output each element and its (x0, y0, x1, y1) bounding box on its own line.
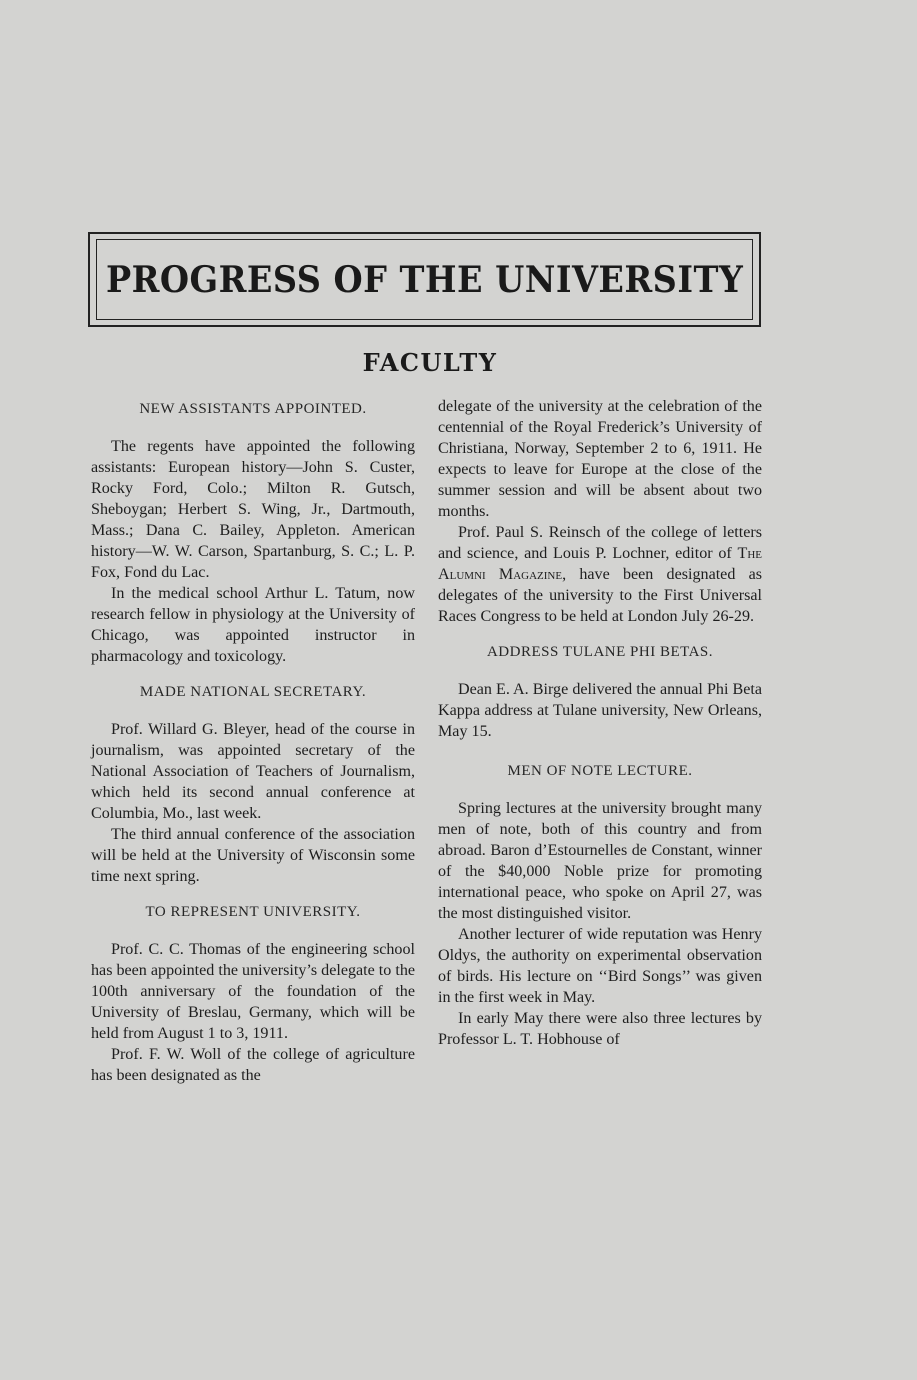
article-paragraph: Dean E. A. Birge delivered the annual Phi Beta Kappa address at Tulane university, New Orleans, May 15. (438, 681, 762, 740)
reinsch-text-before: Prof. Paul S. Reinsch of the college of letters and science, and Louis P. Lochner, editor of (438, 524, 762, 562)
article-heading: NEW ASSISTANTS APPOINTED. (139, 401, 367, 417)
section-title: FACULTY (362, 348, 498, 377)
article-heading: ADDRESS TULANE PHI BETAS. (486, 644, 714, 660)
right-column (438, 396, 762, 1050)
article-paragraph: Another lecturer of wide reputation was Henry Oldys, the authority on experimental observation of birds. His lecture on ‘‘Bird Songs’’ was given in the first week in May. (438, 926, 762, 1006)
left-column (91, 396, 415, 1086)
banner-frame (88, 232, 761, 327)
article-paragraph: Prof. Willard G. Bleyer, head of the course in journalism, was appointed secretary of the National Association of Teachers of Journalism, which held its second annual conference at Columbia, Mo., last week. (91, 721, 415, 822)
banner-title: PROGRESS OF THE UNIVERSITY (105, 258, 744, 301)
article-heading: MADE NATIONAL SECRETARY. (139, 684, 367, 700)
article-paragraph: In the medical school Arthur L. Tatum, now research fellow in physiology at the University of Chicago, was appointed instructor in pharmacology and toxicology. (91, 585, 415, 665)
banner-inner-frame (96, 239, 753, 320)
article-paragraph: The third annual conference of the association will be held at the University of Wisconsin some time next spring. (91, 826, 415, 885)
article-paragraph: Prof. F. W. Woll of the college of agriculture has been designated as the (91, 1046, 415, 1084)
article-paragraph: The regents have appointed the following assistants: European history—John S. Custer, Rocky Ford, Colo.; Milton R. Gutsch, Sheboygan; Herbert S. Wing, Jr., Dartmouth, Mass.; Dana C. Bailey, Appleton. American history—W. W. Carson, Spartanburg, S. C.; L. P. Fox, Fond du Lac. (91, 438, 415, 581)
article-paragraph (438, 522, 762, 627)
article-paragraph: Spring lectures at the university brought many men of note, both of this country and from abroad. Baron d’Estournelles de Constant, winner of the $40,000 Noble prize for promoting international peace, who spoke on April 27, was the most distinguished visitor. (438, 800, 762, 922)
article-paragraph: In early May there were also three lectures by Professor L. T. Hobhouse of (438, 1010, 762, 1048)
reinsch-text-after: , have been designated as delegates of the university to the First Universal Races Congress to be held at London July 26-29. (438, 566, 763, 625)
article-heading: MEN OF NOTE LECTURE. (507, 763, 693, 779)
article-paragraph: Prof. C. C. Thomas of the engineering school has been appointed the university’s delegate to the 100th anniversary of the foundation of the University of Breslau, Germany, which will be held from August 1 to 3, 1911. (91, 941, 416, 1042)
magazine-name: The Alumni Magazine (438, 545, 762, 583)
article-heading: TO REPRESENT UNIVERSITY. (145, 904, 361, 920)
article-paragraph-continued: delegate of the university at the celebration of the centennial of the Royal Frederick’s University of Christiana, Norway, September 2 to 6, 1911. He expects to leave for Europe at the close of the summer session and will be absent about two months. (438, 398, 762, 520)
